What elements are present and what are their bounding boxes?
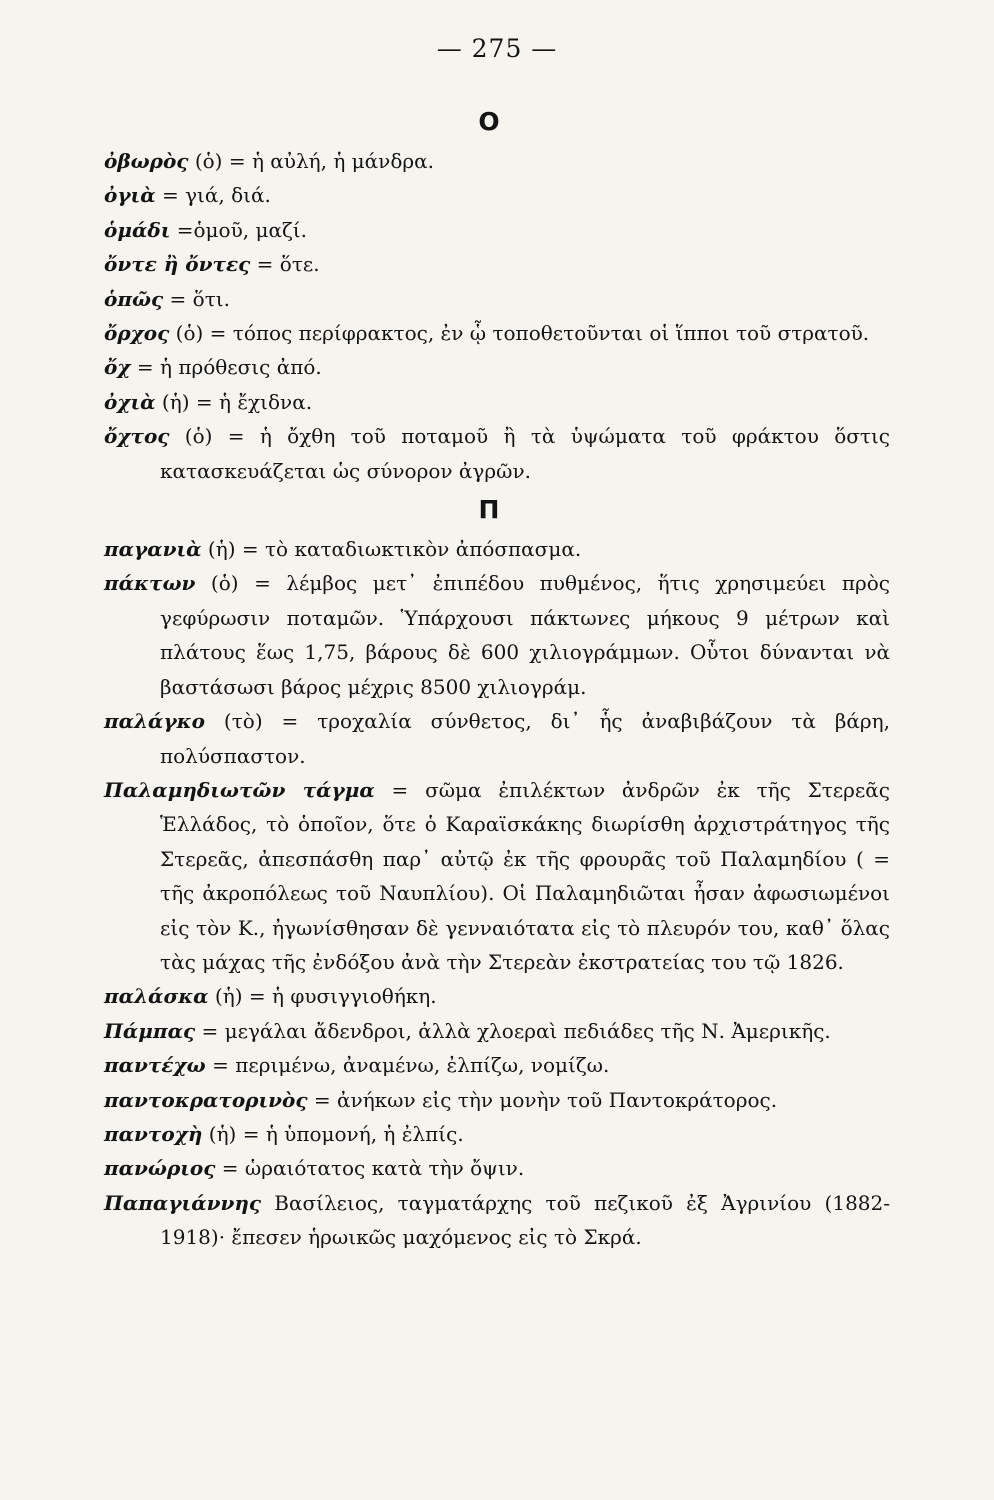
- entry: [104, 1048, 890, 1082]
- entry: [104, 566, 890, 704]
- definition: Βασίλειος, ταγματάρχης τοῦ πεζικοῦ ἐξ Ἀγρινίου (1882-1918)· ἔπεσεν ἡρωικῶς μαχόμενος εἰς τὸ Σκρά.: [160, 1190, 890, 1250]
- headword: ὁμάδι: [104, 217, 171, 242]
- text-block: [104, 100, 890, 1255]
- entry: [104, 213, 890, 247]
- definition: = γιά, διά.: [155, 183, 271, 208]
- definition: (τὸ) = τροχαλία σύνθετος, δι᾽ ἧς ἀναβιβάζουν τὰ βάρη, πολύσπαστον.: [160, 709, 890, 768]
- entry: [104, 350, 890, 384]
- entry: [104, 1151, 890, 1185]
- entry: [104, 316, 890, 350]
- headword: ὀχιὰ: [104, 389, 156, 414]
- entry: [104, 773, 890, 979]
- definition: = μεγάλαι ἄδενδροι, ἀλλὰ χλοεραὶ πεδιάδες τῆς Ν. Ἀμερικῆς.: [195, 1018, 831, 1043]
- definition: = ὅτε.: [250, 252, 320, 277]
- entry: [104, 282, 890, 316]
- entry: [104, 704, 890, 773]
- headword: παντοκρατορινὸς: [104, 1087, 308, 1112]
- section-letter: Π: [478, 495, 500, 525]
- definition: = ἀνήκων εἰς τὴν μονὴν τοῦ Παντοκράτορος.: [307, 1087, 778, 1112]
- headword: ὁπῶς: [104, 286, 164, 311]
- definition: = ἡ πρόθεσις ἀπό.: [130, 355, 322, 380]
- entry: [104, 1083, 890, 1117]
- definition: =ὁμοῦ, μαζί.: [170, 217, 308, 242]
- headword: παλάγκο: [104, 709, 205, 734]
- definition: (ἡ) = ἡ ὑπομονή, ἡ ἐλπίς.: [202, 1121, 464, 1146]
- headword: ὄχ: [104, 355, 131, 380]
- headword: Πάμπας: [104, 1018, 196, 1043]
- page-number: — 275 —: [436, 34, 558, 63]
- section-letter: Ο: [478, 107, 500, 136]
- headword: παντοχὴ: [104, 1121, 203, 1146]
- entry: [104, 532, 890, 566]
- headword: ὀγιὰ: [104, 183, 156, 208]
- headword: Παλαμηδιωτῶν τάγμα: [104, 777, 375, 802]
- headword: ὄντε ἢ ὄντες: [104, 252, 251, 277]
- entry: [104, 144, 890, 178]
- headword: Παπαγιάννης: [104, 1190, 262, 1215]
- entry: [104, 178, 890, 212]
- headword: ὄχτος: [104, 424, 170, 449]
- definition: (ἡ) = ἡ ἔχιδνα.: [155, 389, 313, 414]
- definition: = ὡραιότατος κατὰ τὴν ὄψιν.: [215, 1156, 525, 1181]
- definition: (ὁ) = ἡ ὄχθη τοῦ ποταμοῦ ἢ τὰ ὑψώματα τοῦ φράκτου ὅστις κατασκευάζεται ὡς σύνορον ἀγρῶν.: [160, 424, 890, 483]
- definition: = ὅτι.: [163, 286, 230, 311]
- headword: ὄρχος: [104, 321, 170, 346]
- definition: (ὁ) = λέμβος μετ᾽ ἐπιπέδου πυθμένος, ἥτις χρησιμεύει πρὸς γεφύρωσιν ποταμῶν. Ὑπάρχουσι πάκτωνες μήκους 9 μέτρων καὶ πλάτους ἕως 1,75, βάρους δὲ 600 χιλιογράμμων. Οὗτοι δύνανται νὰ βαστάσωσι βάρος μέχρις 8500 χιλιογράμ.: [160, 571, 890, 699]
- definition: = περιμένω, ἀναμένω, ἐλπίζω, νομίζω.: [205, 1053, 610, 1078]
- entry: [104, 979, 890, 1013]
- headword: πανώριος: [104, 1156, 216, 1181]
- definition: = σῶμα ἐπιλέκτων ἀνδρῶν ἐκ τῆς Στερεᾶς Ἑλλάδος, τὸ ὁποῖον, ὅτε ὁ Καραϊσκάκης διωρίσθη ἀρχιστράτηγος τῆς Στερεᾶς, ἀπεσπάσθη παρ᾽ αὐτῷ ἐκ τῆς φρουρᾶς τοῦ Παλαμηδίου ( = τῆς ἀκροπόλεως τοῦ Ναυπλίου). Οἱ Παλαμηδιῶται ἦσαν ἀφωσιωμένοι εἰς τὸν Κ., ἠγωνίσθησαν δὲ γενναιότατα εἰς τὸ πλευρόν του, καθ᾽ ὅλας τὰς μάχας τῆς ἐνδόξου ἀνὰ τὴν Στερεὰν ἐκστρατείας του τῷ 1826.: [160, 777, 890, 974]
- headword: παντέχω: [104, 1053, 206, 1078]
- definition: (ὁ) = ἡ αὐλή, ἡ μάνδρα.: [188, 149, 435, 173]
- headword: παγανιὰ: [104, 537, 202, 562]
- section-omicron: [104, 100, 890, 488]
- section-pi: [104, 488, 890, 1255]
- entry: [104, 1186, 890, 1255]
- headword: ὀβωρὸς: [104, 149, 189, 173]
- entry: [104, 247, 890, 281]
- entry: [104, 419, 890, 488]
- headword: πάκτων: [104, 571, 196, 596]
- entry: [104, 1117, 890, 1151]
- entry: [104, 385, 890, 419]
- definition: (ἡ) = ἡ φυσιγγιοθήκη.: [208, 984, 437, 1009]
- definition: (ὁ) = τόπος περίφρακτος, ἐν ᾧ τοποθετοῦνται οἱ ἵπποι τοῦ στρατοῦ.: [169, 321, 870, 346]
- definition: (ἡ) = τὸ καταδιωκτικὸν ἀπόσπασμα.: [201, 537, 582, 562]
- entry: [104, 1014, 890, 1048]
- headword: παλάσκα: [104, 984, 209, 1009]
